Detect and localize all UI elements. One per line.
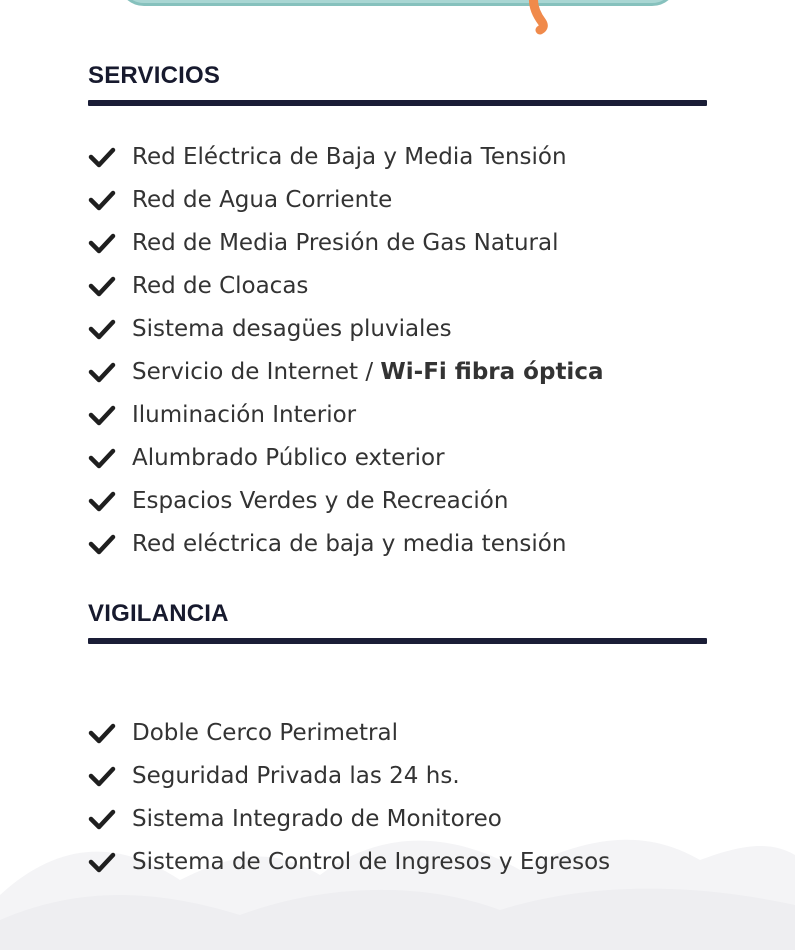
check-icon [88, 808, 116, 830]
list-item-label: Alumbrado Público exterior [132, 444, 445, 471]
check-icon [88, 490, 116, 512]
top-banner [118, 0, 678, 6]
list-item [88, 307, 707, 350]
list-item [88, 393, 707, 436]
check-icon [88, 189, 116, 211]
check-icon [88, 318, 116, 340]
list-item [88, 350, 707, 393]
list-item-label: Red de Agua Corriente [132, 186, 393, 213]
list-item-label: Red Eléctrica de Baja y Media Tensión [132, 143, 567, 170]
list-item [88, 221, 707, 264]
check-icon [88, 146, 116, 168]
section-title-vigilancia: VIGILANCIA [88, 600, 229, 627]
list-item [88, 479, 707, 522]
list-item [88, 522, 707, 565]
list-item [88, 436, 707, 479]
section-vigilancia [88, 600, 707, 883]
list-item [88, 797, 707, 840]
list-item-label: Doble Cerco Perimetral [132, 719, 398, 746]
list-item-label: Seguridad Privada las 24 hs. [132, 762, 460, 789]
check-icon [88, 851, 116, 873]
check-icon [88, 232, 116, 254]
list-item [88, 264, 707, 307]
section-servicios [88, 62, 707, 565]
decorative-ribbon-icon [520, 0, 560, 40]
check-icon [88, 404, 116, 426]
list-item [88, 135, 707, 178]
list-item-label: Sistema de Control de Ingresos y Egresos [132, 848, 611, 875]
list-item-label: Red eléctrica de baja y media tensión [132, 530, 567, 557]
list-item [88, 178, 707, 221]
list-item [88, 840, 707, 883]
list-item [88, 711, 707, 754]
list-item [88, 754, 707, 797]
vigilancia-list [88, 711, 707, 883]
list-item-label: Red de Media Presión de Gas Natural [132, 229, 559, 256]
list-item-label: Espacios Verdes y de Recreación [132, 487, 509, 514]
check-icon [88, 533, 116, 555]
servicios-list [88, 135, 707, 565]
list-item-label: Sistema Integrado de Monitoreo [132, 805, 502, 832]
check-icon [88, 447, 116, 469]
section-divider [88, 100, 707, 106]
section-divider [88, 638, 707, 644]
section-title-servicios: SERVICIOS [88, 62, 221, 89]
list-item-label: Iluminación Interior [132, 401, 357, 428]
list-item-label-text: Servicio de Internet / [132, 358, 381, 385]
list-item-label: Sistema desagües pluviales [132, 315, 452, 342]
list-item-label: Red de Cloacas [132, 272, 309, 299]
list-item-label-bold: Wi-Fi fibra óptica [380, 358, 604, 385]
check-icon [88, 275, 116, 297]
check-icon [88, 765, 116, 787]
list-item-label [132, 359, 603, 385]
check-icon [88, 361, 116, 383]
check-icon [88, 722, 116, 744]
